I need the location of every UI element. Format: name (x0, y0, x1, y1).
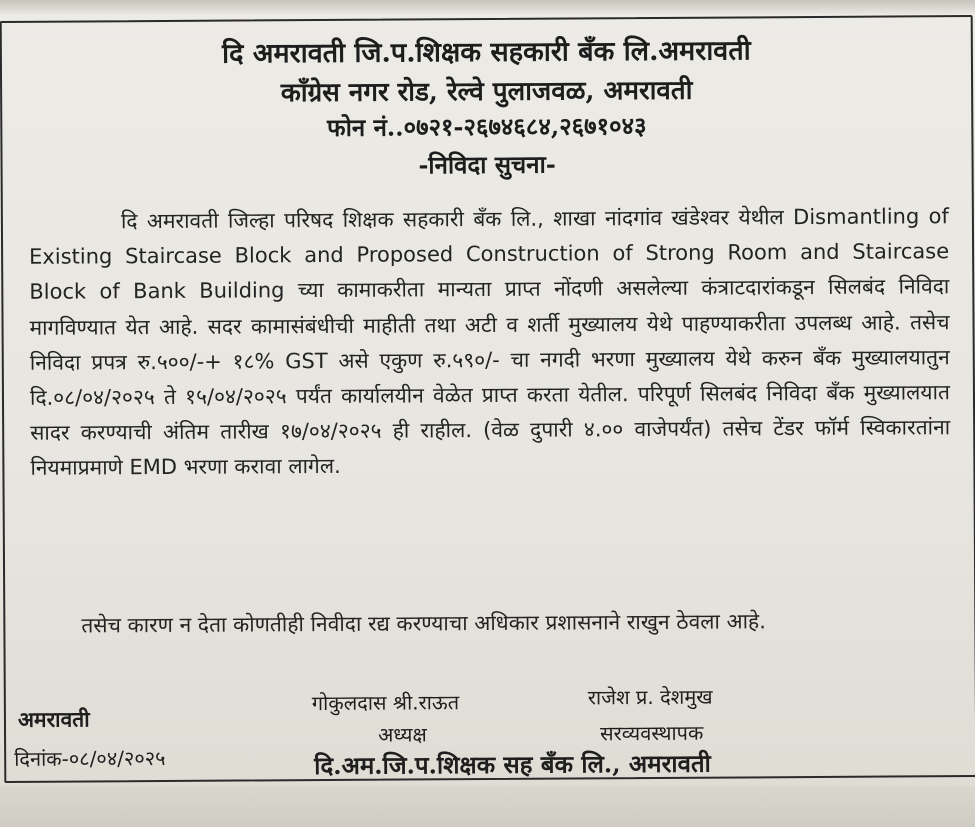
general-manager-name: राजेश प्र. देशमुख (587, 684, 713, 710)
bank-phone: फोन नं..०७२१-२६७४६८४,२६७१०४३ (327, 111, 647, 142)
page-bottom-margin (0, 786, 975, 827)
page-fold-shadow (0, 0, 975, 14)
bank-address: काँग्रेस नगर रोड, रेल्वे पुलाजवळ, अमरावती (280, 75, 693, 109)
chairman-title: अध्यक्ष (377, 722, 427, 747)
notice-body-paragraph: दि अमरावती जिल्हा परिषद शिक्षक सहकारी बँक लि., शाखा नांदगांव खंडेश्वर येथील Dismantling of Existing Staircase Block and Proposed Construction of Strong Room and Staircase Block of Bank Building च्या कामाकरीता मान्यता प्राप्त नोंदणी असलेल्या कंत्राटदारांकडून सिलबंद निविदा मागविण्यात येत आहे. सदर कामासंबंधीची माहीती तथा अटी व शर्ती मुख्यालय येथे पाहण्याकरीता उपलब्ध आहे. तसेच निविदा प्रपत्र रु.५००/-+ १८% GST असे एकुण रु.५९०/- चा नगदी भरणा मुख्यालय येथे करुन बँक मुख्यालयातुन दि.०८/०४/२०२५ ते १५/०४/२०२५ पर्यंत कार्यालयीन वेळेत प्राप्त करता येतील. परिपूर्ण सिलबंद निविदा बँक मुख्यालयात सादर करण्याची अंतिम तारीख १७/०४/२०२५ ही राहील. (वेळ दुपारी ४.०० वाजेपर्यंत) तसेच टेंडर फॉर्म स्विकारतांना नियमाप्रमाणे EMD भरणा करावा लागेल. (29, 204, 951, 481)
notice-date: दिनांक-०८/०४/२०२५ (14, 745, 166, 771)
bank-name-heading: दि अमरावती जि.प.शिक्षक सहकारी बँक लि.अमरावती (222, 35, 751, 70)
place-label: अमरावती (17, 706, 90, 732)
general-manager-title: सरव्यवस्थापक (599, 720, 704, 746)
adjacent-text-fragment (528, 0, 588, 10)
chairman-name: गोकुलदास श्री.राऊत (311, 690, 460, 716)
notice-rights-paragraph: तसेच कारण न देता कोणतीही निवीदा रद्य करण्याचा अधिकार प्रशासनाने राखुन ठेवला आहे. (81, 609, 766, 638)
notice-title: -निविदा सुचना- (418, 149, 556, 180)
tender-notice-box (0, 15, 975, 783)
bank-footer-name: दि.अम.जि.प.शिक्षक सह बँक लि., अमरावती (314, 748, 711, 781)
